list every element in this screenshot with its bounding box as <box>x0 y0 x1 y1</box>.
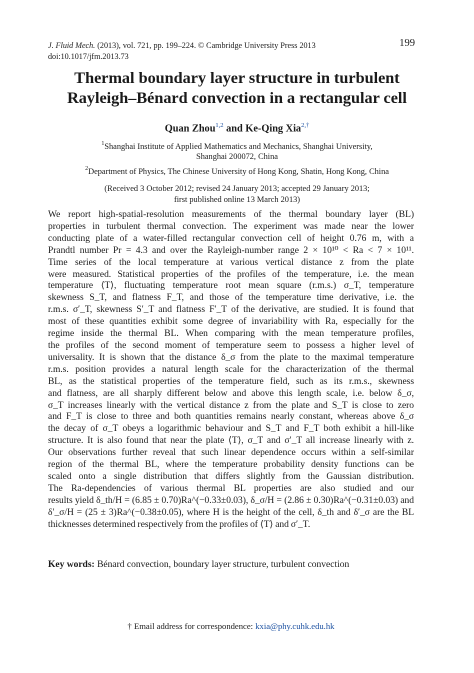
affiliation-1-marker: 1 <box>101 141 105 147</box>
abstract-line: structure. It is also found that near the plate ⟨T⟩, σ_T and σ′_T all increase linearly with z. <box>48 436 414 447</box>
abstract-line: skewness S_T, and flatness F_T, and those of the temperature time derivative, i.e. the <box>48 293 414 304</box>
paper-title <box>40 68 434 108</box>
abstract-line: We report high-spatial-resolution measurements of the thermal boundary layer (BL) <box>48 210 414 220</box>
abstract-line: most of these quantities exhibit some degree of invariability with Ra, especially for the <box>48 317 414 328</box>
authors <box>40 122 434 134</box>
title-line-2: Rayleigh–Bénard convection in a rectangular cell <box>67 89 407 107</box>
abstract-line: r.m.s. σ′_T, skewness S′_T and flatness F′_T of the derivative, are studied. It is found that <box>48 305 414 316</box>
journal-volume: vol. 721, pp. <box>122 41 164 50</box>
abstract-line: region of the thermal BL, where the temperature probability density functions can be <box>48 460 414 471</box>
journal-citation <box>48 40 316 51</box>
author-1: Quan Zhou <box>164 123 216 135</box>
journal-year: (2013), <box>97 41 121 50</box>
received-line-1: (Received 3 October 2012; revised 24 January 2013; accepted 29 January 2013; <box>104 184 370 193</box>
keywords-label: Key words: <box>48 560 95 570</box>
abstract <box>48 210 414 531</box>
abstract-line: regime inside the thermal BL. When comparing with the mean temperature profiles, <box>48 329 414 340</box>
abstract-line: Our observations further reveal that such linear dependence occurs within a self-similar <box>48 448 414 459</box>
abstract-line: properties in turbulent thermal convection. The experiment was made near the lower <box>48 221 414 232</box>
received-line-2: first published online 13 March 2013) <box>173 194 301 204</box>
abstract-line: The Ra-dependencies of various thermal BL properties are also studied and our <box>48 483 414 494</box>
abstract-line: were measured. Statistical properties of the profiles of the temperature, i.e. the mean <box>48 269 414 280</box>
abstract-line: results yield δ_th/H = (6.85 ± 0.70)Ra^(−0.33±0.03), δ_σ/H = (2.86 ± 0.30)Ra^(−0.31±0.03) and <box>48 495 414 506</box>
abstract-line: BL, as the statistical properties of the temperature field, such as its r.m.s., skewness <box>48 376 414 387</box>
keywords <box>48 560 414 570</box>
affiliation-1-line-2: Shanghai 200072, China <box>196 152 278 162</box>
affiliation-1-line-1: Shanghai Institute of Applied Mathematics and Mechanics, Shanghai University, <box>104 141 373 151</box>
journal-pages: 199–224. <box>165 41 196 50</box>
title-line-1: Thermal boundary layer structure in turbulent <box>74 69 400 87</box>
journal-name: J. Fluid Mech. <box>48 41 96 50</box>
keywords-text: Bénard convection, boundary layer structure, turbulent convection <box>97 560 350 570</box>
author-1-affiliation[interactable]: 1,2 <box>215 122 224 129</box>
footnote-text: † Email address for correspondence: <box>127 621 254 631</box>
affiliation-2-marker: 2 <box>85 166 89 172</box>
affiliation-2 <box>40 164 434 177</box>
author-conjunction: and <box>226 123 243 135</box>
abstract-line: δ′_σ/H = (25 ± 3)Ra^(−0.38±0.05), where H is the height of the cell, δ_th and δ′_σ are the BL <box>48 507 414 518</box>
correspondence-email[interactable]: kxia@phy.cuhk.edu.hk <box>255 621 335 631</box>
abstract-line: temperature ⟨T⟩, fluctuating temperature root mean square (r.m.s.) σ_T, temperature <box>48 281 414 292</box>
abstract-line: scaled onto a single distribution that differs slightly from the Gaussian distribution. <box>48 471 414 482</box>
received-dates <box>40 184 434 205</box>
abstract-line: thicknesses determined respectively from the profiles of ⟨T⟩ and σ′_T. <box>48 519 311 530</box>
abstract-line: and flatness, are all sharply different below and above this length scale, i.e. below δ_σ, <box>48 388 414 399</box>
abstract-line: r.m.s. position provides a natural length scale for the characterization of the thermal <box>48 364 414 375</box>
abstract-line: conducting plate of a water-filled rectangular convection cell of height 0.76 m, with a <box>48 233 414 244</box>
abstract-line: and F_T is close to three and both quantities remains nearly constant, whereas above δ_σ <box>48 412 414 423</box>
copyright: © Cambridge University Press 2013 <box>198 41 316 50</box>
author-2-affiliation[interactable]: 2,† <box>301 122 310 129</box>
abstract-line: the profiles of the second moment of temperature seem to possess a higher level of <box>48 340 414 351</box>
abstract-line: Time series of the local temperature at various vertical distance z from the plate <box>48 257 414 268</box>
author-2: Ke-Qing Xia <box>245 123 302 135</box>
page-number: 199 <box>399 38 415 49</box>
abstract-line: universality. It is shown that the distance δ_σ from the plate to the maximal temperature <box>48 352 414 363</box>
abstract-line: σ_T increases linearly with the vertical distance z from the plate and S_T is close to zero <box>48 400 414 411</box>
abstract-line: the decay of σ_T obeys a logarithmic behaviour and S_T and F_T both exhibit a hill-like <box>48 424 414 435</box>
abstract-line: Prandtl number Pr = 4.3 and over the Rayleigh-number range 2 × 10¹⁰ < Ra < 7 × 10¹¹. <box>48 245 414 256</box>
affiliation-1 <box>40 139 434 163</box>
doi: doi:10.1017/jfm.2013.73 <box>48 52 129 61</box>
footnote <box>48 621 414 631</box>
affiliation-2-line-1: Department of Physics, The Chinese University of Hong Kong, Shatin, Hong Kong, China <box>88 166 389 176</box>
